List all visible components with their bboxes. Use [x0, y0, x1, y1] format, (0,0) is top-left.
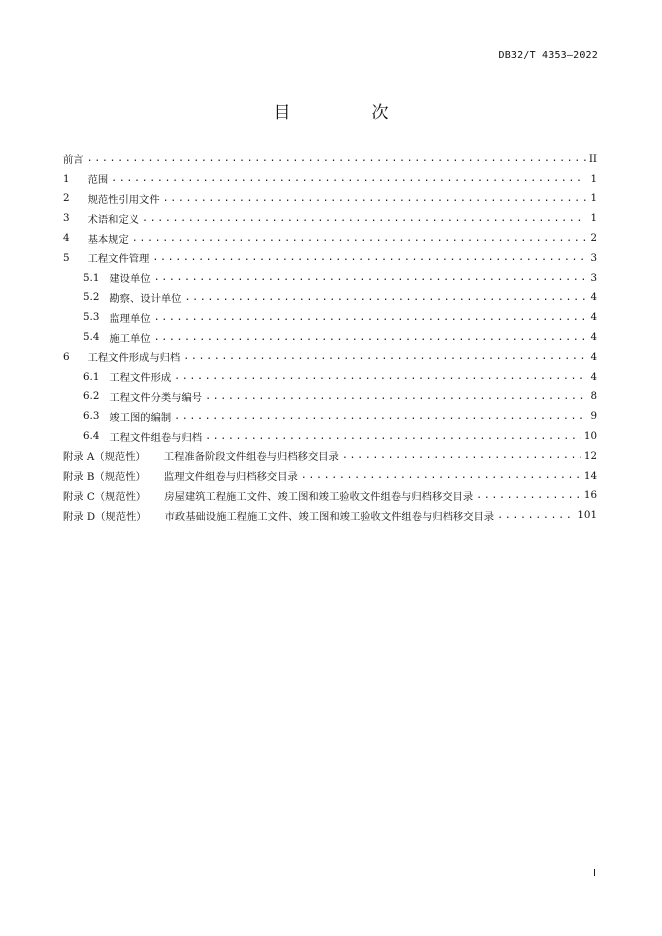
toc-entry-page: 1 [590, 192, 597, 205]
toc-entry[interactable] [63, 387, 597, 407]
toc-entry-page: 4 [590, 370, 597, 383]
toc-entry-number: 5 [63, 251, 70, 264]
toc-entry-label: 市政基础设施工程施工文件、竣工图和竣工验收文件组卷与归档移交目录 [164, 510, 495, 523]
toc-entry[interactable] [63, 149, 597, 169]
toc-entry-label: 建设单位 [109, 273, 151, 286]
toc-entry-label: 工程准备阶段文件组卷与归档移交目录 [163, 451, 339, 464]
toc-entry-label: 勘察、设计单位 [109, 292, 182, 305]
dot-leader [183, 351, 586, 362]
dot-leader [163, 193, 586, 204]
dot-leader [184, 292, 586, 303]
toc-entry[interactable] [63, 288, 597, 308]
toc-entry-page: 9 [590, 410, 597, 423]
dot-leader [174, 371, 586, 382]
dot-leader [132, 233, 586, 244]
dot-leader [205, 431, 581, 442]
toc-entry-label: 前言 [63, 154, 84, 167]
dot-leader [174, 411, 586, 422]
dot-leader [342, 450, 581, 461]
toc-entry-number: 附录 B（规范性） [63, 471, 146, 484]
dot-leader [497, 510, 574, 521]
toc-entry-number: 6.1 [83, 370, 100, 383]
toc-entry-label: 监理文件组卷与归档移交目录 [163, 471, 298, 484]
toc-entry[interactable] [63, 307, 597, 327]
toc-entry-label: 工程文件形成 [109, 372, 172, 385]
toc-entry-page: 2 [590, 232, 597, 245]
toc-entry-page: 4 [590, 291, 597, 304]
toc-entry[interactable] [63, 268, 597, 288]
toc-entry-number: 6.2 [83, 390, 100, 403]
toc-entry[interactable] [63, 228, 597, 248]
toc-entry-label: 规范性引用文件 [87, 193, 160, 206]
page-folio: I [593, 868, 596, 879]
toc-entry-label: 工程文件形成与归档 [87, 352, 181, 365]
toc-entry[interactable] [63, 426, 597, 446]
toc-entry-page: 3 [590, 271, 597, 284]
toc-entry-label: 工程文件组卷与归档 [109, 431, 203, 444]
toc-entry[interactable] [63, 505, 597, 525]
toc-entry-number: 5.3 [83, 311, 100, 324]
toc-entry-label: 监理单位 [109, 312, 151, 325]
toc-entry-page: 101 [577, 509, 597, 522]
toc-entry[interactable] [63, 406, 597, 426]
dot-leader [111, 173, 586, 184]
dot-leader [142, 213, 586, 224]
toc-entry[interactable] [63, 347, 597, 367]
dot-leader [154, 272, 586, 283]
toc-entry-page: 3 [590, 251, 597, 264]
toc-entry-label: 房屋建筑工程施工文件、竣工图和竣工验收文件组卷与归档移交目录 [164, 490, 474, 503]
toc-entry-page: 8 [590, 390, 597, 403]
dot-leader [205, 391, 586, 402]
toc-entry-number: 5.1 [83, 271, 100, 284]
dot-leader [154, 332, 586, 343]
toc-entry-number: 附录 D（规范性） [63, 510, 147, 523]
dot-leader [301, 470, 581, 481]
toc-entry-label: 工程文件管理 [87, 253, 150, 266]
dot-leader [154, 312, 586, 323]
toc-entry-page: 14 [583, 469, 597, 482]
toc-entry-page: 1 [590, 172, 597, 185]
toc-entry-page: 4 [590, 350, 597, 363]
toc-entry-number: 附录 C（规范性） [63, 490, 147, 503]
toc-entry-number: 6 [63, 350, 70, 363]
dot-leader [476, 490, 581, 501]
toc-entry-label: 基本规定 [87, 233, 129, 246]
toc-entry-label: 术语和定义 [87, 213, 140, 226]
toc-entry[interactable] [63, 189, 597, 209]
toc-entry-page: 12 [583, 449, 597, 462]
toc-entry[interactable] [63, 486, 597, 506]
toc-entry-page: 4 [590, 311, 597, 324]
dot-leader [152, 252, 586, 263]
toc-entry[interactable] [63, 446, 597, 466]
toc-entry-label: 工程文件分类与编号 [109, 391, 203, 404]
toc-entry-page: 1 [590, 212, 597, 225]
toc-entry-number: 1 [63, 172, 70, 185]
dot-leader [87, 153, 586, 164]
toc-entry[interactable] [63, 208, 597, 228]
standard-code: DB32/T 4353—2022 [498, 50, 598, 61]
toc-entry-number: 6.4 [83, 430, 100, 443]
toc-entry-page: 10 [583, 430, 597, 443]
toc-entry-number: 3 [63, 212, 70, 225]
toc-entry-page: II [588, 152, 597, 165]
toc-entry-number: 4 [63, 232, 70, 245]
page-title: 目 次 [273, 103, 421, 123]
toc-entry-number: 5.2 [83, 291, 100, 304]
toc-entry-page: 16 [583, 489, 597, 502]
toc-entry-number: 5.4 [83, 331, 100, 344]
toc-entry[interactable] [63, 327, 597, 347]
toc-entry-page: 4 [590, 331, 597, 344]
table-of-contents [63, 149, 597, 525]
toc-entry[interactable] [63, 466, 597, 486]
toc-entry-number: 附录 A（规范性） [63, 451, 146, 464]
toc-entry-number: 2 [63, 192, 70, 205]
toc-entry-label: 施工单位 [109, 332, 151, 345]
toc-entry-label: 范围 [87, 174, 109, 187]
toc-entry[interactable] [63, 169, 597, 189]
toc-entry-number: 6.3 [83, 410, 100, 423]
toc-entry-label: 竣工图的编制 [109, 411, 172, 424]
toc-entry[interactable] [63, 367, 597, 387]
toc-entry[interactable] [63, 248, 597, 268]
